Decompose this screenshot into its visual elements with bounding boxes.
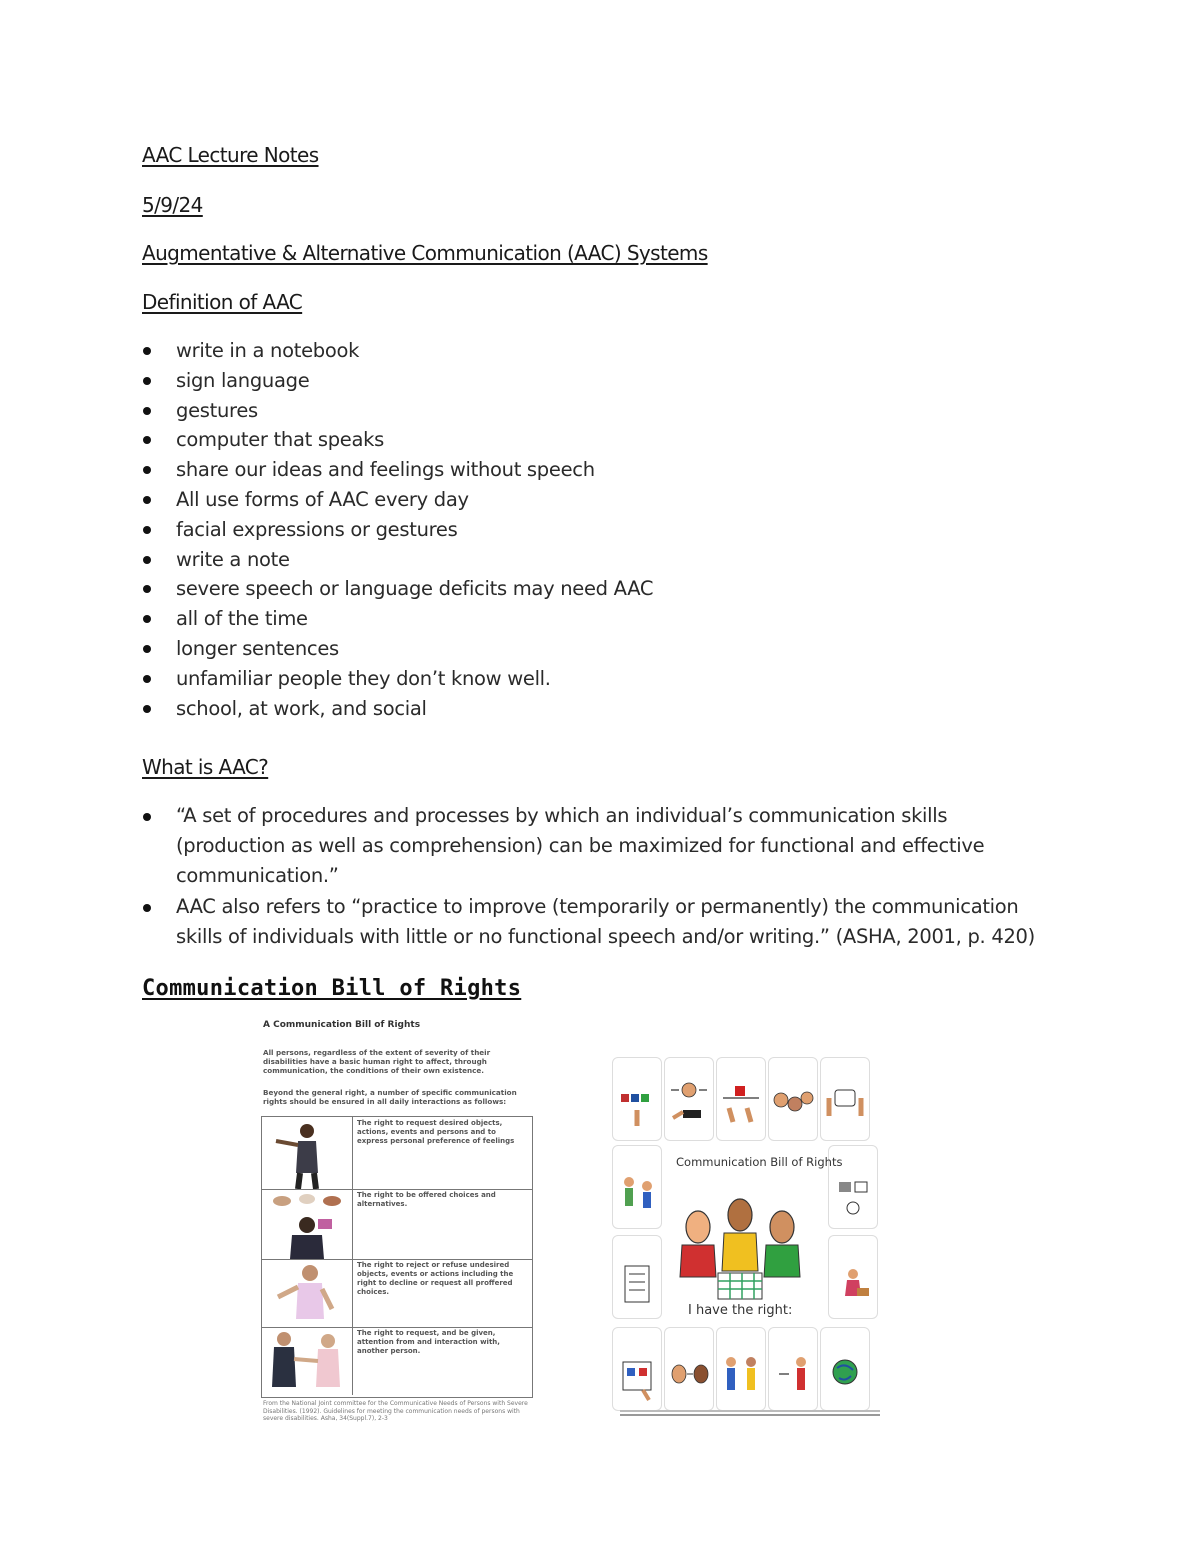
poster-title: Communication Bill of Rights [676, 1155, 843, 1169]
woman-pointing-photo [262, 1117, 353, 1189]
symbol-card [828, 1235, 878, 1319]
definition-heading: Definition of AAC [142, 290, 303, 314]
woman-thumbs-down-photo [262, 1259, 353, 1327]
symbol-card [716, 1057, 766, 1141]
list-item: “A set of procedures and processes by which an individual’s communication skills (production as well as comprehension) can be maximized for functional and effective communication.” [142, 801, 1062, 891]
table-row [262, 1327, 532, 1395]
choices-photo [262, 1189, 353, 1259]
table-cell: The right to be offered choices and alternatives. [357, 1191, 496, 1208]
bill-of-rights-poster-image [608, 1055, 882, 1423]
doc-date: 5/9/24 [142, 193, 203, 217]
figure-paragraph: All persons, regardless of the extent of severity of their disabilities have a basic human right to affect, through communication, the conditions of their own existence. [263, 1048, 491, 1075]
three-people-illustration [670, 1181, 810, 1301]
symbol-card [612, 1057, 662, 1141]
what-list [142, 801, 1062, 953]
symbol-card [768, 1057, 818, 1141]
list-item: write a note [142, 545, 1062, 575]
handshake-photo [262, 1327, 353, 1395]
symbol-card [612, 1235, 662, 1319]
symbol-card [612, 1145, 662, 1229]
list-item: share our ideas and feelings without speech [142, 455, 1062, 485]
what-heading: What is AAC? [142, 755, 269, 779]
list-item: write in a notebook [142, 336, 1062, 366]
bill-of-rights-table-image [258, 1016, 538, 1426]
symbol-card [612, 1327, 662, 1411]
list-item: severe speech or language deficits may need AAC [142, 574, 1062, 604]
table-cell: The right to request desired objects, actions, events and persons and to express personal preference of feelings [357, 1119, 515, 1145]
rights-table [261, 1116, 533, 1398]
list-item: facial expressions or gestures [142, 515, 1062, 545]
symbol-card [820, 1327, 870, 1411]
list-item: gestures [142, 396, 1062, 426]
list-item: AAC also refers to “practice to improve (temporarily or permanently) the communication skills of individuals with little or no functional speech and/or writing.” (ASHA, 2001, p. 420) [142, 892, 1062, 952]
table-row [262, 1189, 532, 1260]
list-item: All use forms of AAC every day [142, 485, 1062, 515]
figure-title: A Communication Bill of Rights [263, 1020, 421, 1030]
list-item: sign language [142, 366, 1062, 396]
list-item: computer that speaks [142, 425, 1062, 455]
poster-footer [620, 1410, 880, 1416]
symbol-card [820, 1057, 870, 1141]
doc-subtitle: Augmentative & Alternative Communication (AAC) Systems [142, 241, 708, 265]
figure-paragraph: Beyond the general right, a number of specific communication rights should be ensured in all daily interactions as follows: [263, 1088, 517, 1106]
have-right-text: I have the right: [688, 1303, 793, 1318]
table-cell: The right to reject or refuse undesired objects, events or actions including the right to decline or request all proffered choices. [357, 1261, 514, 1296]
list-item: all of the time [142, 604, 1062, 634]
list-item: longer sentences [142, 634, 1062, 664]
symbol-card [716, 1327, 766, 1411]
rights-heading: Communication Bill of Rights [142, 976, 522, 1001]
table-cell: The right to request, and be given, attention from and interaction with, another person. [357, 1329, 500, 1355]
list-item: school, at work, and social [142, 694, 1062, 724]
symbol-card [768, 1327, 818, 1411]
table-row [262, 1117, 532, 1190]
table-row [262, 1259, 532, 1328]
doc-title: AAC Lecture Notes [142, 143, 319, 167]
symbol-card [664, 1057, 714, 1141]
definition-list [142, 336, 1062, 723]
figure-citation: From the National Joint committee for the Communicative Needs of Persons with Severe Disabilities. (1992). Guidelines for meeting the communication needs of persons with severe disabilities. Asha, 34(Suppl.7), 2-3 [263, 1400, 528, 1422]
symbol-card [664, 1327, 714, 1411]
list-item: unfamiliar people they don’t know well. [142, 664, 1062, 694]
